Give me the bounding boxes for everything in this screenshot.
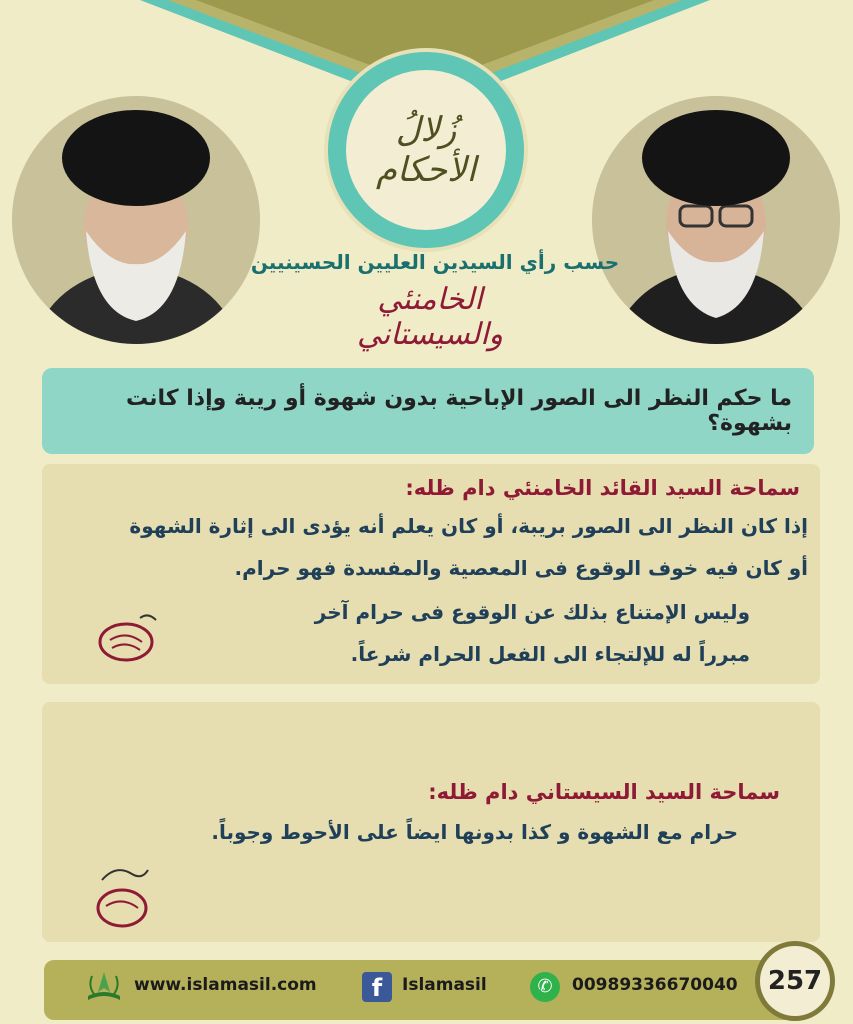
answer-line: إذا كان النظر الى الصور بريبة، أو كان يعلم أنه يؤدى الى إثارة الشهوة bbox=[129, 514, 808, 538]
right-portrait bbox=[592, 96, 840, 344]
left-portrait bbox=[12, 96, 260, 344]
answer-line: أو كان فيه خوف الوقوع فى المعصية والمفسدة فهو حرام. bbox=[234, 556, 808, 580]
page-number-badge bbox=[760, 946, 830, 1016]
emblem-line-1: زُلالُ bbox=[395, 110, 457, 150]
phone-number[interactable]: 00989336670040 bbox=[572, 975, 738, 995]
answer-line: وليس الإمتناع بذلك عن الوقوع فى حرام آخر bbox=[314, 600, 750, 624]
seal-stamp-icon bbox=[96, 610, 162, 664]
question-box bbox=[42, 368, 814, 454]
page-number: 257 bbox=[767, 966, 823, 996]
seal-stamp-icon bbox=[92, 862, 158, 930]
facebook-handle[interactable]: Islamasil bbox=[402, 975, 487, 995]
whatsapp-icon: ✆ bbox=[530, 972, 560, 1002]
answer-line: حرام مع الشهوة و كذا بدونها ايضاً على الأحوط وجوباً. bbox=[211, 820, 738, 844]
answer-heading-sistani: سماحة السيد السيستاني دام ظله: bbox=[428, 780, 780, 804]
answer-heading-khamenei: سماحة السيد القائد الخامنئي دام ظله: bbox=[405, 476, 800, 500]
book-logo-icon bbox=[84, 966, 124, 1006]
website-link[interactable]: www.islamasil.com bbox=[134, 975, 317, 995]
question-text: ما حكم النظر الى الصور الإباحية بدون شهوة أو ريبة وإذا كانت بشهوة؟ bbox=[125, 386, 792, 436]
facebook-icon: f bbox=[362, 972, 392, 1002]
scholars-names: الخامنئي والسيستاني bbox=[356, 282, 504, 352]
answer-line: مبرراً له للإلتجاء الى الفعل الحرام شرعاً. bbox=[350, 642, 750, 666]
subtitle: حسب رأي السيدين العليين الحسينيين bbox=[250, 250, 620, 274]
emblem-line-2: الأحكام bbox=[375, 150, 477, 190]
title-emblem bbox=[328, 52, 524, 248]
